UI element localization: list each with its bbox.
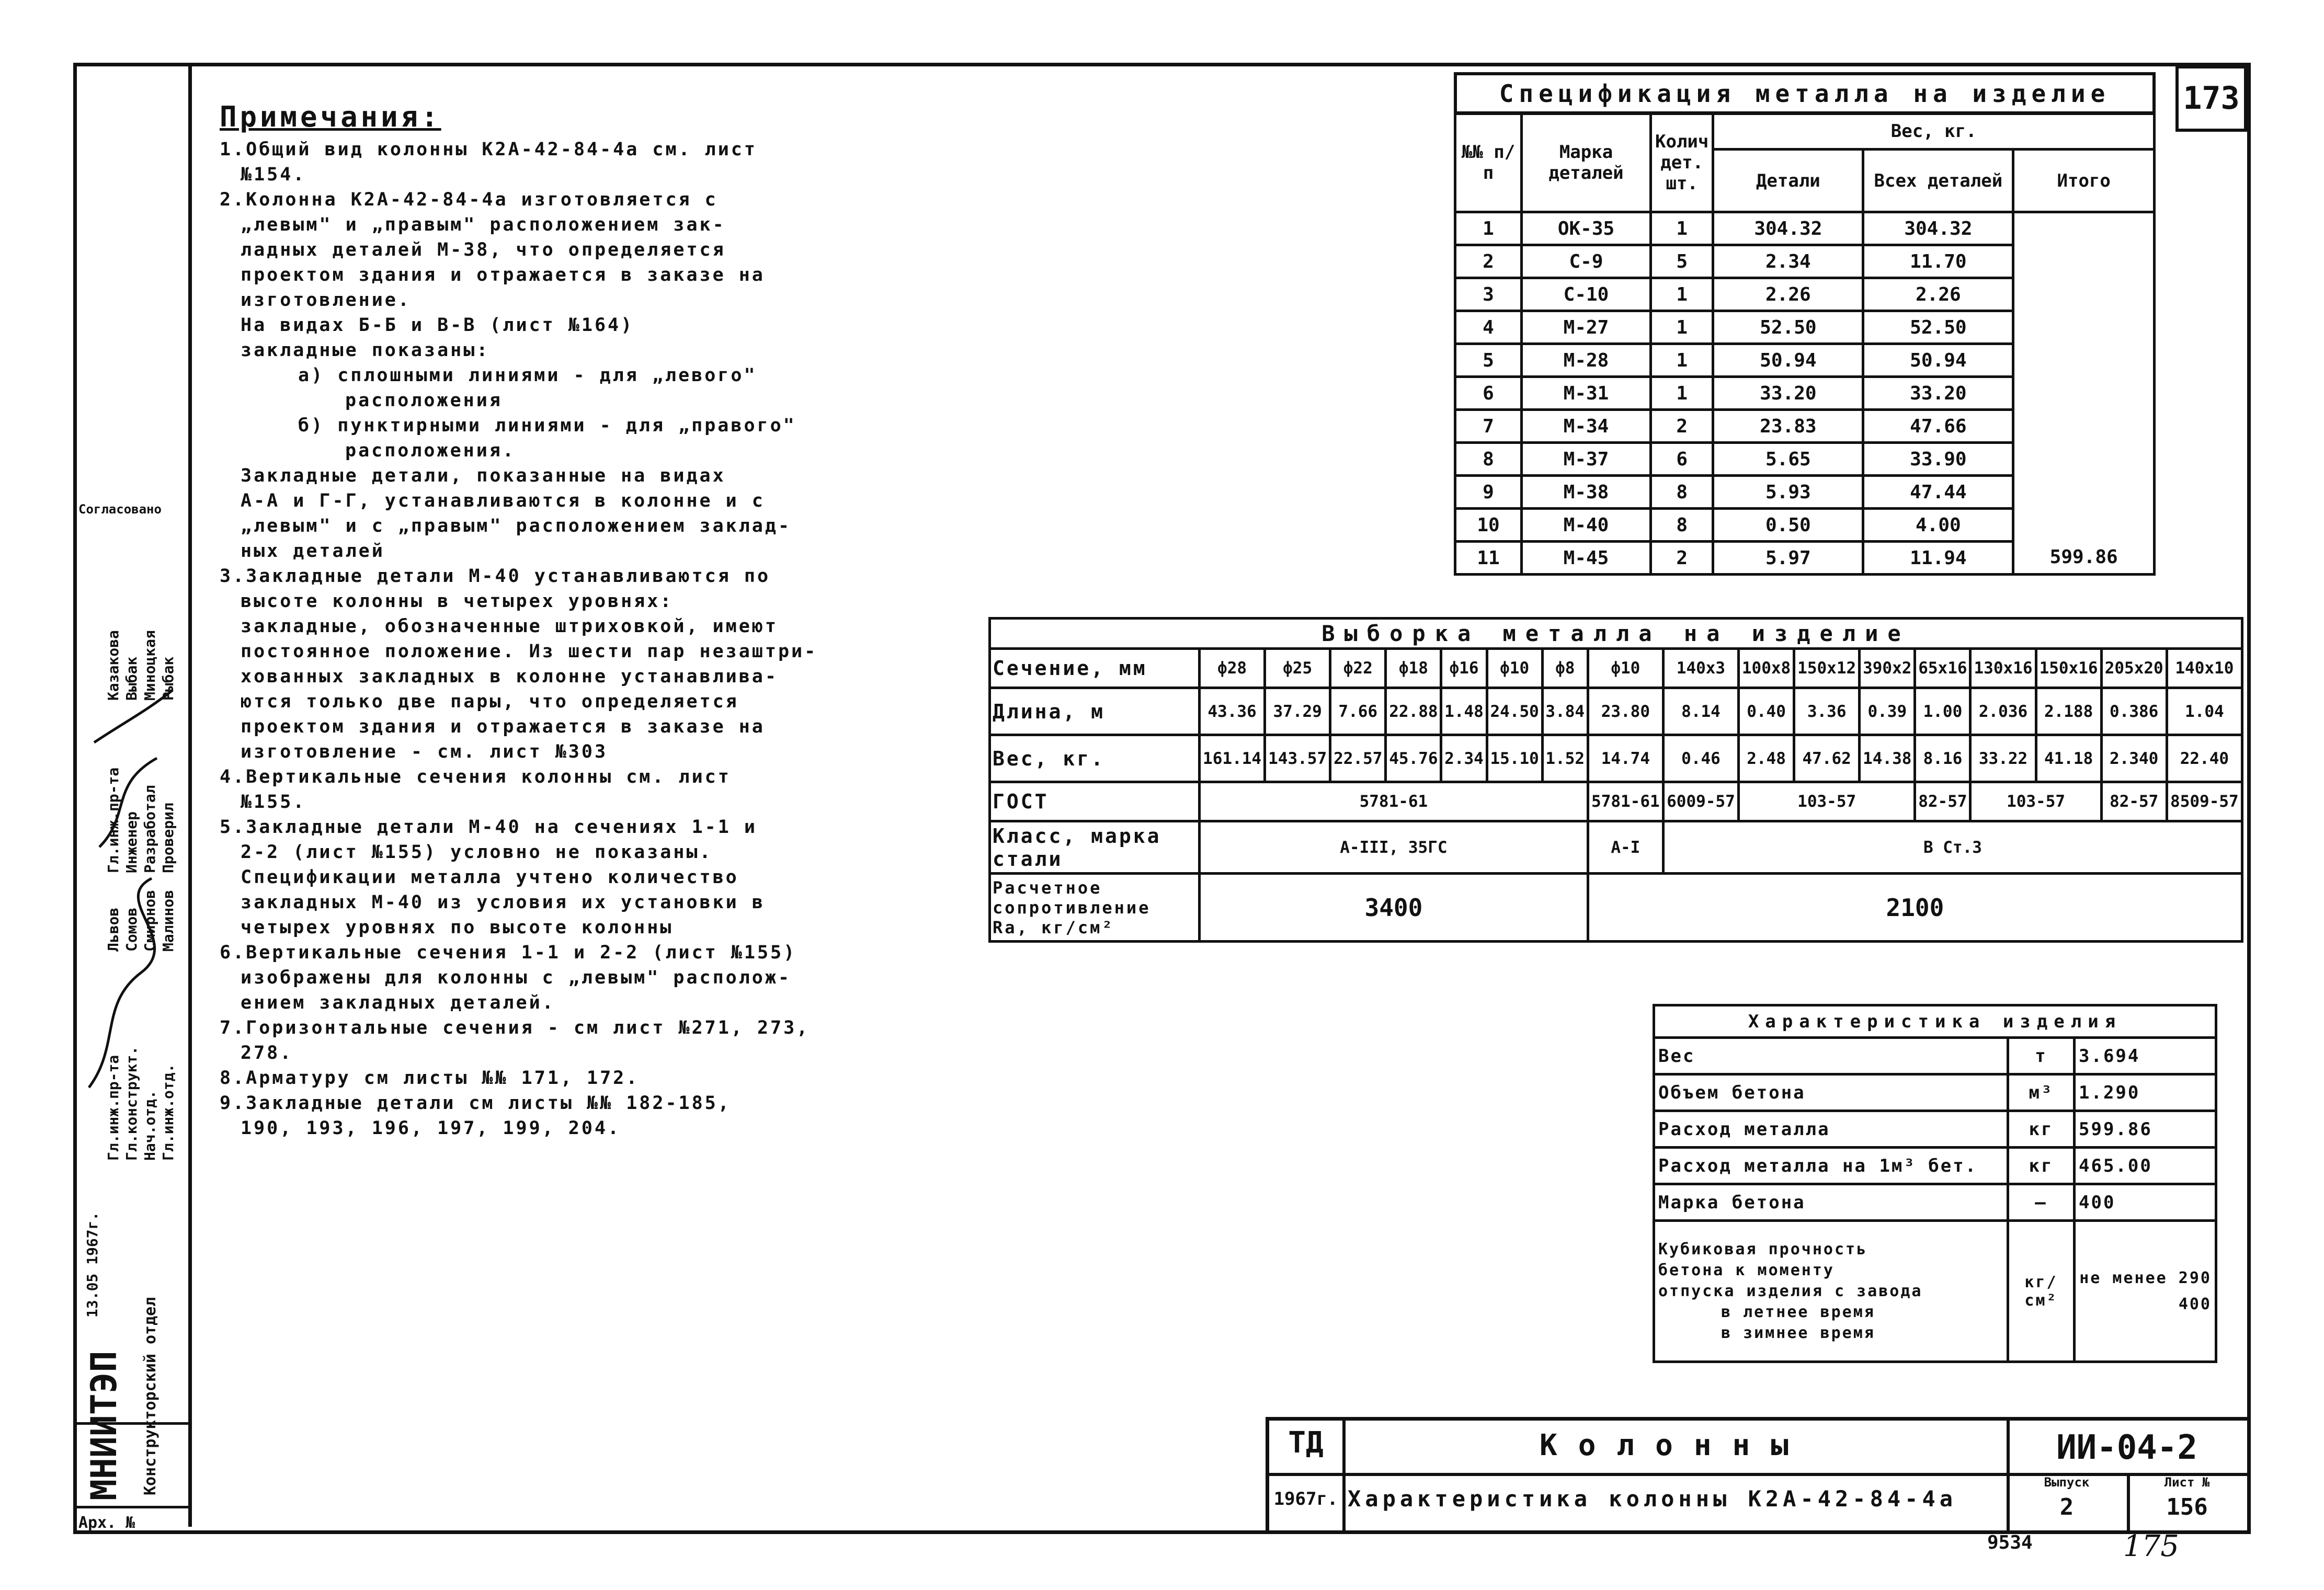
vyborka-length: 8.14 <box>1663 688 1738 735</box>
vyborka-section: 140х3 <box>1663 649 1738 688</box>
spec-cell: 3 <box>1455 278 1522 311</box>
spec-cell: 2.26 <box>1863 278 2013 311</box>
spec-cell: 304.32 <box>1713 212 1863 245</box>
note-line: хованных закладных в колонне устанавлива- <box>241 666 778 687</box>
vyborka-length: 7.66 <box>1330 688 1386 735</box>
spec-cell: 47.66 <box>1863 410 2013 443</box>
spec-cell: 5.93 <box>1713 476 1863 509</box>
note-line: 9.Закладные детали см листы №№ 182-185, <box>220 1093 731 1114</box>
vyborka-gost: 6009-57 <box>1663 782 1738 821</box>
stamp-name: Сомов <box>123 907 140 952</box>
vyborka-label: Расчетное сопротивление Ra, кг/см² <box>990 874 1200 942</box>
spec-total-cell <box>2013 311 2155 344</box>
vyborka-row-sections <box>990 649 2242 688</box>
spec-cell: 10 <box>1455 509 1522 542</box>
vyborka-weight: 143.57 <box>1265 735 1330 782</box>
vyborka-length: 23.80 <box>1588 688 1663 735</box>
signature-scribbles <box>78 680 188 1150</box>
spec-cell: 33.20 <box>1713 377 1863 410</box>
spec-total-cell <box>2013 212 2155 245</box>
char-strength-value: 400 <box>2178 1295 2212 1313</box>
note-line: №155. <box>241 792 306 813</box>
vyborka-weight: 161.14 <box>1200 735 1265 782</box>
tb-sheet: 156 <box>2166 1494 2208 1520</box>
spec-cell: 5 <box>1455 344 1522 377</box>
spec-cell: 4.00 <box>1863 509 2013 542</box>
vyborka-section: 65х16 <box>1915 649 1970 688</box>
vyborka-steel: А-I <box>1588 821 1663 874</box>
char-cell: — <box>2008 1184 2075 1221</box>
spec-cell: 11.94 <box>1863 542 2013 575</box>
stamp-name: Миноцкая <box>141 630 158 701</box>
char-row <box>1654 1038 2216 1074</box>
spec-cell: 8 <box>1455 443 1522 476</box>
vyborka-weight: 22.57 <box>1330 735 1386 782</box>
note-line: 7.Горизонтальные сечения - см лист №271, 273, <box>220 1017 810 1038</box>
spec-cell: 47.44 <box>1863 476 2013 509</box>
char-strength-line: Кубиковая прочность <box>1658 1240 1868 1259</box>
vyborka-length: 0.39 <box>1860 688 1915 735</box>
note-line: Спецификации металла учтено количество <box>241 867 739 888</box>
vyborka-length: 0.40 <box>1739 688 1794 735</box>
notes <box>220 100 962 1141</box>
char-cell: Марка бетона <box>1654 1184 2008 1221</box>
vyborka-length: 2.036 <box>1970 688 2036 735</box>
vyborka-length: 43.36 <box>1200 688 1265 735</box>
spec-total-cell <box>2013 443 2155 476</box>
page-number: 173 <box>2175 65 2247 132</box>
vyborka-section: ф22 <box>1330 649 1386 688</box>
vyborka-weight: 2.34 <box>1441 735 1487 782</box>
spec-total-cell <box>2013 278 2155 311</box>
stamp-dept: Конструкторский отдел <box>141 1297 160 1495</box>
vyborka-label: Сечение, мм <box>990 649 1200 688</box>
spec-cell: 33.90 <box>1863 443 2013 476</box>
spec-row <box>1455 311 2155 344</box>
spec-cell: 1 <box>1651 377 1713 410</box>
char-strength-unit: кг/см² <box>2008 1221 2075 1362</box>
vyborka-weight: 45.76 <box>1386 735 1441 782</box>
spec-row <box>1455 509 2155 542</box>
note-line: 5.Закладные детали М-40 на сечениях 1-1 и <box>220 817 757 838</box>
note-line: расположения <box>345 390 503 411</box>
stamp-date: 13.05 1967г. <box>84 1211 101 1318</box>
char-cell: 3.694 <box>2075 1038 2216 1074</box>
spec-cell: 6 <box>1651 443 1713 476</box>
vyborka-weight: 22.40 <box>2167 735 2242 782</box>
spec-header-weight: Вес, кг. <box>1713 113 2155 150</box>
vyborka-weight: 2.48 <box>1739 735 1794 782</box>
spec-header-num: №№ п/п <box>1455 113 1522 212</box>
char-cell: Объем бетона <box>1654 1074 2008 1111</box>
stamp-name: Рыбак <box>160 656 177 701</box>
vyborka-weight: 14.38 <box>1860 735 1915 782</box>
spec-cell: 1 <box>1651 311 1713 344</box>
spec-cell: С-10 <box>1522 278 1651 311</box>
vyborka-resist: 3400 <box>1200 874 1588 942</box>
vyborka-weight: 41.18 <box>2036 735 2101 782</box>
spec-row <box>1455 212 2155 245</box>
vyborka-gost: 82-57 <box>2101 782 2167 821</box>
vyborka-section: 390х2 <box>1860 649 1915 688</box>
char-row <box>1654 1074 2216 1111</box>
spec-cell: 33.20 <box>1863 377 2013 410</box>
stamp-divider <box>73 1506 188 1508</box>
spec-cell: 0.50 <box>1713 509 1863 542</box>
spec-table <box>1454 111 2156 576</box>
spec-row <box>1455 344 2155 377</box>
spec-cell: 8 <box>1651 476 1713 509</box>
spec-cell: 2 <box>1455 245 1522 278</box>
stamp-role: Гл.инж.отд. <box>160 1063 177 1161</box>
vyborka-length: 2.188 <box>2036 688 2101 735</box>
spec-header-total: Итого <box>2013 150 2155 212</box>
vyborka-section: 100х8 <box>1739 649 1794 688</box>
spec-cell: М-38 <box>1522 476 1651 509</box>
spec-row <box>1455 443 2155 476</box>
spec-cell: 1 <box>1651 278 1713 311</box>
vyborka-gost: 5781-61 <box>1588 782 1663 821</box>
note-line: ются только две пары, что определяется <box>241 691 739 712</box>
vyborka-section: ф10 <box>1588 649 1663 688</box>
note-line: а) сплошными линиями - для „левого" <box>298 365 757 386</box>
vyborka-weight: 47.62 <box>1794 735 1860 782</box>
stamp-role: Гл.инж.пр-та <box>105 767 122 873</box>
stamp-name: Казакова <box>105 630 122 701</box>
char-cell: 1.290 <box>2075 1074 2216 1111</box>
vyborka-length: 1.04 <box>2167 688 2242 735</box>
spec-row <box>1455 410 2155 443</box>
spec-cell: 52.50 <box>1713 311 1863 344</box>
spec-cell: 11.70 <box>1863 245 2013 278</box>
spec-total-cell <box>2013 245 2155 278</box>
spec-cell: ОК-35 <box>1522 212 1651 245</box>
spec-header-qty: Колич дет. шт. <box>1651 113 1713 212</box>
vyborka-section: 150х12 <box>1794 649 1860 688</box>
note-line: изготовление - см. лист №303 <box>241 741 608 762</box>
char-row <box>1654 1184 2216 1221</box>
note-line: изображены для колонны с „левым" располож- <box>241 967 792 988</box>
vyborka-gost: 82-57 <box>1915 782 1970 821</box>
char-cell: 465.00 <box>2075 1148 2216 1184</box>
vyborka-weight: 33.22 <box>1970 735 2036 782</box>
char-cell: кг <box>2008 1111 2075 1148</box>
char-cell: кг <box>2008 1148 2075 1184</box>
spec-cell: 50.94 <box>1713 344 1863 377</box>
vyborka-gost: 5781-61 <box>1200 782 1588 821</box>
vyborka-length: 0.386 <box>2101 688 2167 735</box>
spec-cell: 304.32 <box>1863 212 2013 245</box>
spec-row <box>1455 245 2155 278</box>
note-line: Закладные детали, показанные на видах <box>241 465 726 486</box>
vyborka-section: 150х16 <box>2036 649 2101 688</box>
vyborka-row-weights <box>990 735 2242 782</box>
stamp-name: Смирнов <box>141 889 158 952</box>
note-line: расположения. <box>345 440 516 461</box>
note-line: 3.Закладные детали М-40 устанавливаются по <box>220 566 771 587</box>
char-strength-line: в летнее время <box>1721 1302 1875 1321</box>
note-line: 1.Общий вид колонны К2А-42-84-4а см. лист <box>220 139 757 160</box>
char-cell: т <box>2008 1038 2075 1074</box>
char-title: Характеристика изделия <box>1654 1005 2216 1038</box>
stamp-name: Львов <box>105 907 122 952</box>
char-strength-values <box>2075 1221 2216 1362</box>
note-line: „левым" и с „правым" расположением заклад- <box>241 516 792 536</box>
spec-cell: 1 <box>1651 212 1713 245</box>
vyborka-table <box>988 617 2243 943</box>
spec-cell: 1 <box>1455 212 1522 245</box>
vyborka-row-resist <box>990 874 2242 942</box>
note-line: 278. <box>241 1043 293 1063</box>
tb-subtitle: Характеристика колонны К2А-42-84-4а <box>1348 1486 1957 1512</box>
char-cell: Расход металла на 1м³ бет. <box>1654 1148 2008 1184</box>
vyborka-section: ф28 <box>1200 649 1265 688</box>
char-cell: м³ <box>2008 1074 2075 1111</box>
spec-header-weight-detail: Детали <box>1713 150 1863 212</box>
note-line: изготовление. <box>241 290 411 311</box>
char-cell: 599.86 <box>2075 1111 2216 1148</box>
vyborka-gost: 103-57 <box>1739 782 1915 821</box>
tb-name: Колонны <box>1539 1428 1809 1462</box>
spec-cell: М-28 <box>1522 344 1651 377</box>
vyborka-label: Длина, м <box>990 688 1200 735</box>
stamp-role: Гл.инж.пр-та <box>105 1055 122 1161</box>
char-cell: 400 <box>2075 1184 2216 1221</box>
spec-cell: 2 <box>1651 410 1713 443</box>
tb-below-left: 9534 <box>1987 1532 2033 1553</box>
vyborka-section: 130х16 <box>1970 649 2036 688</box>
tb-org: ТД <box>1288 1426 1324 1460</box>
stamp-role: Разработал <box>141 785 158 873</box>
spec-total-cell <box>2013 377 2155 410</box>
note-line: ладных деталей М-38, что определяется <box>241 239 726 260</box>
spec-cell: М-27 <box>1522 311 1651 344</box>
stamp-sogl: Согласовано <box>78 502 162 517</box>
vyborka-label: ГОСТ <box>990 782 1200 821</box>
char-strength-value: не менее 290 <box>2079 1268 2212 1287</box>
tb-code: ИИ-04-2 <box>2056 1428 2197 1467</box>
char-cell: Вес <box>1654 1038 2008 1074</box>
char-strength-line: в зимнее время <box>1721 1323 1875 1342</box>
note-line: 8.Арматуру см листы №№ 171, 172. <box>220 1068 640 1089</box>
spec-row <box>1455 542 2155 575</box>
char-body <box>1654 1038 2216 1221</box>
vyborka-length: 3.36 <box>1794 688 1860 735</box>
vyborka-section: 140х10 <box>2167 649 2242 688</box>
vyborka-row-gost <box>990 782 2242 821</box>
stamp-role: Проверил <box>160 803 177 873</box>
spec-row <box>1455 278 2155 311</box>
spec-total-cell <box>2013 476 2155 509</box>
spec-cell: 2.26 <box>1713 278 1863 311</box>
stamp-role: Инженер <box>123 811 140 873</box>
tb-issue-label: Выпуск <box>2044 1475 2090 1490</box>
spec-cell: 2 <box>1651 542 1713 575</box>
spec-cell: М-34 <box>1522 410 1651 443</box>
note-line: б) пунктирными линиями - для „правого" <box>298 415 796 436</box>
note-line: „левым" и „правым" расположением зак- <box>241 214 726 235</box>
spec-row <box>1455 377 2155 410</box>
note-line: четырех уровнях по высоте колонны <box>241 917 674 938</box>
vyborka-steel: В Ст.3 <box>1663 821 2242 874</box>
note-line: закладные показаны: <box>241 340 490 361</box>
note-line: ением закладных деталей. <box>241 992 555 1013</box>
tb-below-right: 175 <box>2123 1529 2179 1563</box>
note-line: закладные, обозначенные штриховкой, имеют <box>241 616 778 637</box>
char-strength-label <box>1654 1221 2008 1362</box>
vyborka-gost: 8509-57 <box>2167 782 2242 821</box>
vyborka-section: ф8 <box>1542 649 1588 688</box>
char-row <box>1654 1148 2216 1184</box>
vyborka-length: 37.29 <box>1265 688 1330 735</box>
vyborka-section: ф16 <box>1441 649 1487 688</box>
note-line: 6.Вертикальные сечения 1-1 и 2-2 (лист №155) <box>220 942 797 963</box>
note-line: №154. <box>241 164 306 185</box>
spec-header-weight-all: Всех деталей <box>1863 150 2013 212</box>
spec-cell: 6 <box>1455 377 1522 410</box>
vyborka-section: ф18 <box>1386 649 1441 688</box>
vyborka-weight: 1.52 <box>1542 735 1588 782</box>
spec-total-cell <box>2013 410 2155 443</box>
stamp-org: МНИИТЭП <box>84 1351 125 1501</box>
note-line: проектом здания и отражается в заказе на <box>241 716 765 737</box>
spec-cell: 9 <box>1455 476 1522 509</box>
side-stamp <box>73 63 192 1532</box>
tb-sheet-label: Лист № <box>2164 1475 2210 1490</box>
vyborka-row-steel <box>990 821 2242 874</box>
note-line: 2-2 (лист №155) условно не показаны. <box>241 842 713 863</box>
spec-cell: 5 <box>1651 245 1713 278</box>
char-strength-line: отпуска изделия с завода <box>1658 1282 1923 1300</box>
spec-cell: 52.50 <box>1863 311 2013 344</box>
vyborka-weight: 14.74 <box>1588 735 1663 782</box>
vyborka-label: Вес, кг. <box>990 735 1200 782</box>
vyborka-row-lengths <box>990 688 2242 735</box>
note-line: А-А и Г-Г, устанавливаются в колонне и с <box>241 490 765 511</box>
spec-cell: 2.34 <box>1713 245 1863 278</box>
vyborka-section: ф10 <box>1487 649 1542 688</box>
spec-cell: 1 <box>1651 344 1713 377</box>
spec-cell: 5.97 <box>1713 542 1863 575</box>
stamp-arch: Арх. № <box>78 1514 135 1532</box>
vyborka-title: Выборка металла на изделие <box>990 619 2242 649</box>
vyborka-label: Класс, марка стали <box>990 821 1200 874</box>
char-table <box>1653 1004 2217 1363</box>
char-strength-line: бетона к моменту <box>1658 1261 1835 1279</box>
tb-year: 1967г. <box>1273 1489 1338 1509</box>
spec-cell: 11 <box>1455 542 1522 575</box>
char-row <box>1654 1111 2216 1148</box>
note-line: На видах Б-Б и В-В (лист №164) <box>241 315 634 336</box>
note-line: закладных М-40 из условия их установки в <box>241 892 765 913</box>
note-line: 2.Колонна К2А-42-84-4а изготовляется с <box>220 189 718 210</box>
vyborka-length: 22.88 <box>1386 688 1441 735</box>
stamp-role: Гл.конструкт. <box>123 1046 140 1161</box>
note-line: 190, 193, 196, 197, 199, 204. <box>241 1118 621 1139</box>
stamp-role: Нач.отд. <box>141 1090 158 1161</box>
tb-issue: 2 <box>2059 1494 2074 1520</box>
vyborka-length: 1.00 <box>1915 688 1970 735</box>
spec-body <box>1455 212 2155 575</box>
spec-total-cell <box>2013 509 2155 542</box>
title-block <box>1266 1417 2251 1534</box>
note-line: постоянное положение. Из шести пар незаштри- <box>241 641 818 662</box>
vyborka-length: 1.48 <box>1441 688 1487 735</box>
vyborka-weight: 15.10 <box>1487 735 1542 782</box>
note-line: ных деталей <box>241 541 385 562</box>
vyborka-resist: 2100 <box>1588 874 2242 942</box>
spec-cell: 50.94 <box>1863 344 2013 377</box>
vyborka-steel: А-III, 35ГС <box>1200 821 1588 874</box>
spec-row <box>1455 476 2155 509</box>
spec-cell: 4 <box>1455 311 1522 344</box>
spec-cell: 7 <box>1455 410 1522 443</box>
spec-cell: 23.83 <box>1713 410 1863 443</box>
vyborka-section: ф25 <box>1265 649 1330 688</box>
stamp-name: Малинов <box>160 889 177 952</box>
vyborka-weight: 0.46 <box>1663 735 1738 782</box>
spec-total-cell: 599.86 <box>2013 542 2155 575</box>
vyborka-weight: 2.340 <box>2101 735 2167 782</box>
note-line: 4.Вертикальные сечения колонны см. лист <box>220 767 731 787</box>
spec-cell: С-9 <box>1522 245 1651 278</box>
vyborka-weight: 8.16 <box>1915 735 1970 782</box>
spec-cell: М-45 <box>1522 542 1651 575</box>
vyborka-gost: 103-57 <box>1970 782 2101 821</box>
note-line: проектом здания и отражается в заказе на <box>241 265 765 285</box>
char-cell: Расход металла <box>1654 1111 2008 1148</box>
vyborka-length: 3.84 <box>1542 688 1588 735</box>
spec-cell: 5.65 <box>1713 443 1863 476</box>
notes-title: Примечания: <box>220 100 441 133</box>
spec-cell: М-37 <box>1522 443 1651 476</box>
spec-header-mark: Марка деталей <box>1522 113 1651 212</box>
spec-cell: М-31 <box>1522 377 1651 410</box>
spec-cell: М-40 <box>1522 509 1651 542</box>
stamp-name: Выбак <box>123 656 140 701</box>
vyborka-section: 205х20 <box>2101 649 2167 688</box>
note-line: высоте колонны в четырех уровнях: <box>241 591 674 612</box>
spec-cell: 8 <box>1651 509 1713 542</box>
spec-total-cell <box>2013 344 2155 377</box>
spec-title: Спецификация металла на изделие <box>1454 72 2156 115</box>
vyborka-length: 24.50 <box>1487 688 1542 735</box>
